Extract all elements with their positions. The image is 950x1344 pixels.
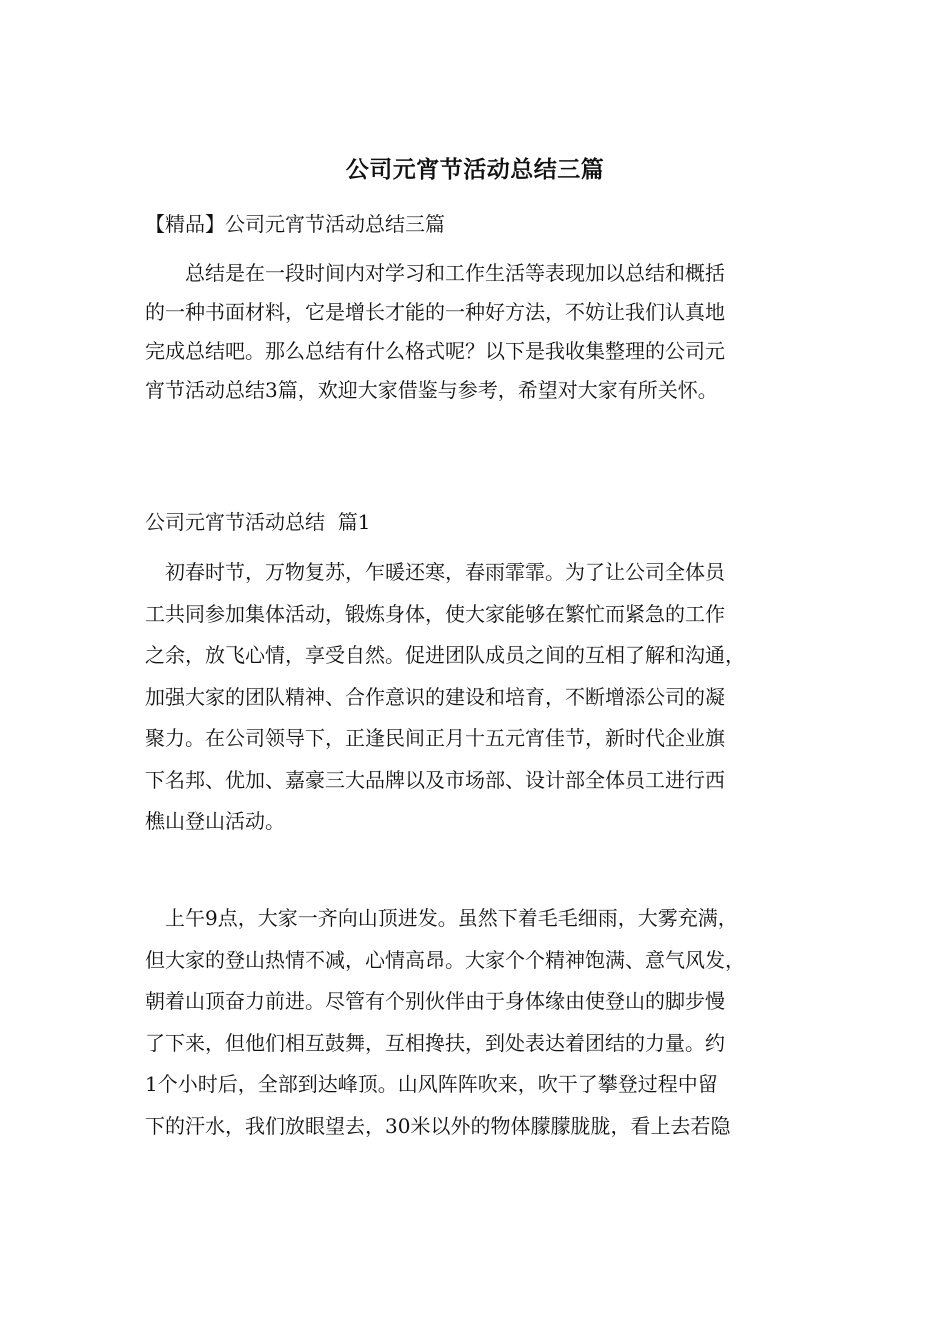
paragraph-line: 工共同参加集体活动，锻炼身体，使大家能够在繁忙而紧急的工作 <box>145 601 725 626</box>
intro-line: 宵节活动总结3篇，欢迎大家借鉴与参考，希望对大家有所关怀。 <box>145 378 718 402</box>
paragraph-line: 1个小时后，全部到达峰顶。山风阵阵吹来，吹干了攀登过程中留 <box>145 1072 718 1096</box>
paragraph-line: 了下来，但他们相互鼓舞，互相搀扶，到处表达着团结的力量。约 <box>145 1030 725 1055</box>
paragraph-line: 下的汗水，我们放眼望去，30米以外的物体朦朦胧胧，看上去若隐 <box>145 1113 731 1138</box>
paragraph-line: 上午9点，大家一齐向山顶进发。虽然下着毛毛细雨，大雾充满， <box>145 906 738 930</box>
document-tagline: 【精品】公司元宵节活动总结三篇 <box>145 212 445 236</box>
section-heading: 公司元宵节活动总结 篇1 <box>145 510 371 534</box>
paragraph-line: 朝着山顶奋力前进。尽管有个别伙伴由于身体缘由使登山的脚步慢 <box>145 989 725 1013</box>
paragraph-line: 聚力。在公司领导下，正逢民间正月十五元宵佳节，新时代企业旗 <box>145 726 725 750</box>
document-title: 公司元宵节活动总结三篇 <box>345 156 605 183</box>
paragraph-line: 但大家的登山热情不减，心情高昂。大家个个精神饱满、意气风发， <box>145 947 745 972</box>
paragraph-line: 加强大家的团队精神、合作意识的建设和培育，不断增添公司的凝 <box>145 684 725 709</box>
intro-paragraph <box>145 254 825 410</box>
paragraph-line: 初春时节，万物复苏，乍暖还寒，春雨霏霏。为了让公司全体员 <box>145 560 725 584</box>
intro-line: 完成总结吧。那么总结有什么格式呢？以下是我收集整理的公司元 <box>145 339 725 363</box>
intro-line: 的一种书面材料，它是增长才能的一种好方法，不妨让我们认真地 <box>145 300 725 324</box>
paragraph-2 <box>145 898 825 1147</box>
paragraph-1 <box>145 552 825 843</box>
intro-line: 总结是在一段时间内对学习和工作生活等表现加以总结和概括 <box>145 261 725 285</box>
paragraph-line: 之余，放飞心情，享受自然。促进团队成员之间的互相了解和沟通， <box>145 643 745 667</box>
paragraph-line: 樵山登山活动。 <box>145 809 285 833</box>
paragraph-line: 下名邦、优加、嘉豪三大品牌以及市场部、设计部全体员工进行西 <box>145 767 725 792</box>
